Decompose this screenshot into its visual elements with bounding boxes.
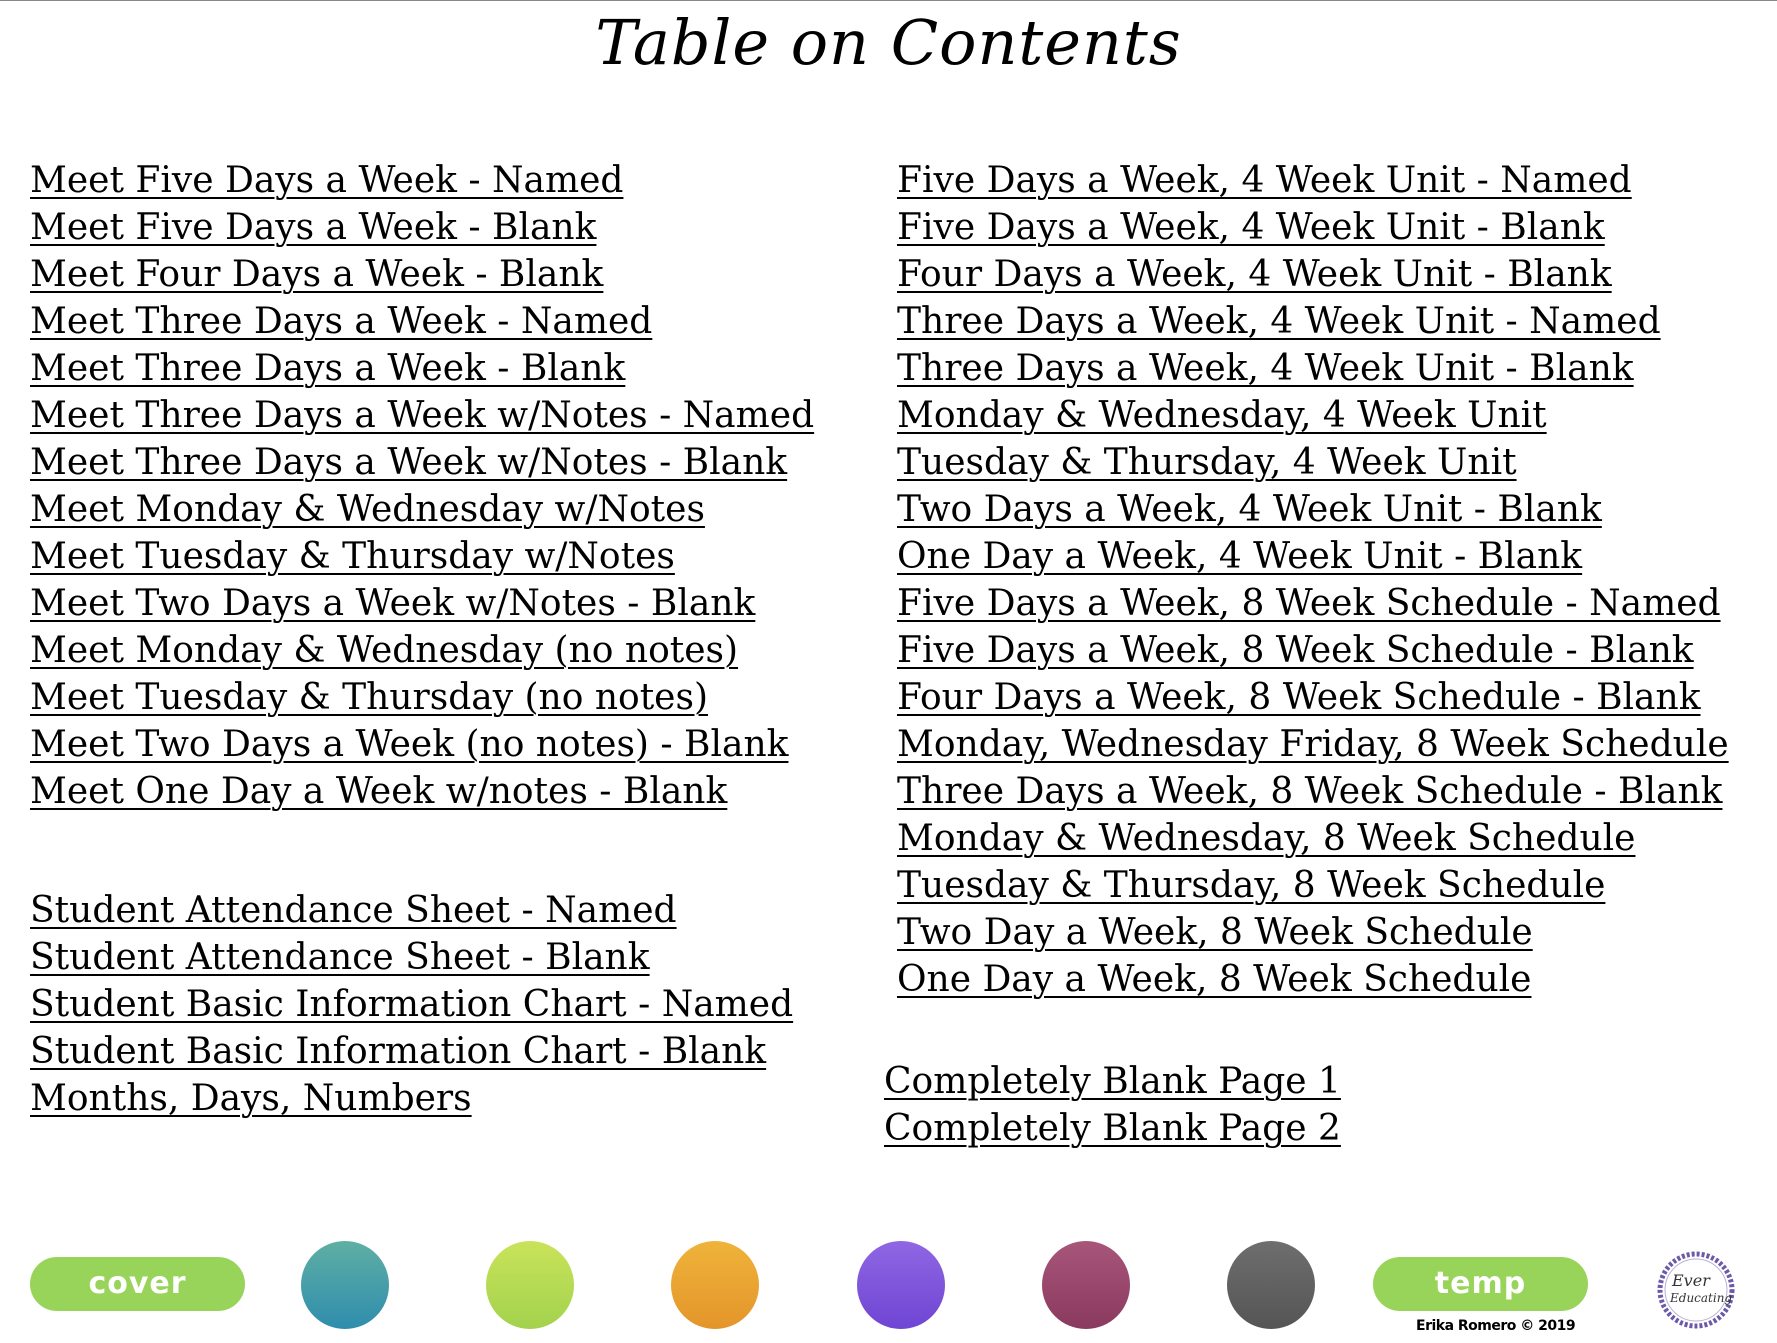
toc-link[interactable]: Meet Tuesday & Thursday w/Notes <box>30 536 675 577</box>
toc-link[interactable]: Tuesday & Thursday, 4 Week Unit <box>897 442 1517 483</box>
toc-link[interactable]: Meet Three Days a Week w/Notes - Blank <box>30 442 788 483</box>
toc-link[interactable]: Months, Days, Numbers <box>30 1078 472 1119</box>
page-title: Table on Contents <box>595 6 1182 79</box>
toc-link[interactable]: Five Days a Week, 4 Week Unit - Named <box>897 160 1632 201</box>
toc-link[interactable]: Monday & Wednesday, 4 Week Unit <box>897 395 1547 436</box>
toc-link[interactable]: Five Days a Week, 4 Week Unit - Blank <box>897 207 1605 248</box>
toc-link[interactable]: Meet Two Days a Week w/Notes - Blank <box>30 583 756 624</box>
cover-tab-button[interactable]: cover <box>30 1257 245 1311</box>
toc-list-right-extras <box>884 1058 1341 1152</box>
toc-link[interactable]: Three Days a Week, 4 Week Unit - Blank <box>897 348 1634 389</box>
toc-link[interactable]: Monday & Wednesday, 8 Week Schedule <box>897 818 1636 859</box>
temp-tab-button[interactable]: temp <box>1373 1257 1588 1311</box>
toc-link[interactable]: Two Day a Week, 8 Week Schedule <box>897 912 1533 953</box>
copyright-credit: Erika Romero © 2019 <box>1416 1318 1576 1334</box>
toc-link[interactable]: Meet Tuesday & Thursday (no notes) <box>30 677 708 718</box>
toc-link[interactable]: Five Days a Week, 8 Week Schedule - Named <box>897 583 1721 624</box>
toc-link[interactable]: Student Basic Information Chart - Blank <box>30 1031 767 1072</box>
gray-tab-circle[interactable] <box>1227 1241 1315 1329</box>
toc-list-left-extras <box>30 887 793 1122</box>
toc-link[interactable]: Completely Blank Page 1 <box>884 1061 1341 1102</box>
toc-link[interactable]: Meet One Day a Week w/notes - Blank <box>30 771 728 812</box>
toc-link[interactable]: Tuesday & Thursday, 8 Week Schedule <box>897 865 1606 906</box>
toc-link[interactable]: Four Days a Week, 8 Week Schedule - Blank <box>897 677 1701 718</box>
toc-link[interactable]: Student Attendance Sheet - Named <box>30 890 677 931</box>
toc-link[interactable]: Meet Three Days a Week - Blank <box>30 348 626 389</box>
toc-link[interactable]: Two Days a Week, 4 Week Unit - Blank <box>897 489 1602 530</box>
lime-tab-circle[interactable] <box>486 1241 574 1329</box>
plum-tab-circle[interactable] <box>1042 1241 1130 1329</box>
toc-link[interactable]: Meet Three Days a Week w/Notes - Named <box>30 395 815 436</box>
toc-link[interactable]: Student Attendance Sheet - Blank <box>30 937 650 978</box>
logo-text-ever: Ever <box>1672 1271 1710 1290</box>
toc-link[interactable]: Three Days a Week, 4 Week Unit - Named <box>897 301 1661 342</box>
toc-link[interactable]: Meet Five Days a Week - Blank <box>30 207 597 248</box>
toc-link[interactable]: Meet Four Days a Week - Blank <box>30 254 604 295</box>
purple-tab-circle[interactable] <box>857 1241 945 1329</box>
toc-link[interactable]: One Day a Week, 4 Week Unit - Blank <box>897 536 1583 577</box>
toc-link[interactable]: Student Basic Information Chart - Named <box>30 984 794 1025</box>
toc-link[interactable]: One Day a Week, 8 Week Schedule <box>897 959 1532 1000</box>
toc-list-right <box>897 157 1729 1003</box>
toc-link[interactable]: Monday, Wednesday Friday, 8 Week Schedule <box>897 724 1729 765</box>
toc-link[interactable]: Three Days a Week, 8 Week Schedule - Blank <box>897 771 1723 812</box>
top-rule <box>0 0 1777 1</box>
toc-link[interactable]: Five Days a Week, 8 Week Schedule - Blank <box>897 630 1694 671</box>
toc-link[interactable]: Meet Five Days a Week - Named <box>30 160 624 201</box>
ever-educating-logo <box>1656 1250 1736 1330</box>
toc-list-left <box>30 157 814 815</box>
orange-tab-circle[interactable] <box>671 1241 759 1329</box>
toc-link[interactable]: Four Days a Week, 4 Week Unit - Blank <box>897 254 1612 295</box>
toc-link[interactable]: Completely Blank Page 2 <box>884 1108 1341 1149</box>
toc-link[interactable]: Meet Two Days a Week (no notes) - Blank <box>30 724 789 765</box>
logo-text-educating: Educating <box>1670 1291 1733 1305</box>
teal-tab-circle[interactable] <box>301 1241 389 1329</box>
toc-link[interactable]: Meet Three Days a Week - Named <box>30 301 653 342</box>
toc-link[interactable]: Meet Monday & Wednesday (no notes) <box>30 630 739 671</box>
toc-link[interactable]: Meet Monday & Wednesday w/Notes <box>30 489 705 530</box>
